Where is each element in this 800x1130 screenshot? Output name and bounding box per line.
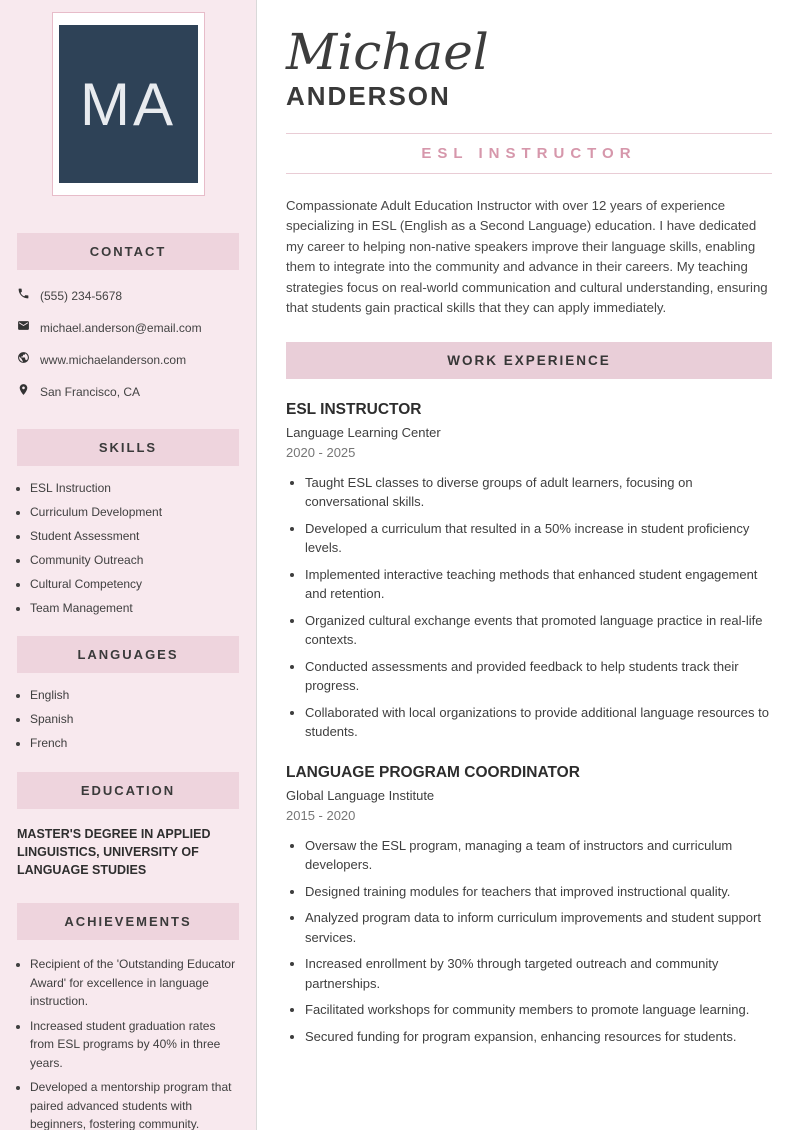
contact-website-row xyxy=(17,351,239,369)
job-bullet: • Oversaw the ESL program, managing a team of instructors and curriculum developers. xyxy=(305,836,772,875)
contact-location-row xyxy=(17,383,239,401)
contact-website-value: www.michaelanderson.com xyxy=(40,353,187,367)
skills-list xyxy=(17,481,240,615)
job-bullet: • Collaborated with local organizations to provide additional language resources to students. xyxy=(305,703,772,742)
achievement-item: • Increased student graduation rates from ESL programs by 40% in three years. xyxy=(30,1017,240,1073)
achievements-list xyxy=(17,955,240,1130)
job-bullet: • Developed a curriculum that resulted in a 50% increase in student proficiency levels. xyxy=(305,519,772,558)
job-bullet: • Facilitated workshops for community members to promote language learning. xyxy=(305,1000,772,1020)
skill-item: • Team Management xyxy=(30,601,240,615)
language-item: • English xyxy=(30,688,240,702)
job-entry xyxy=(286,764,772,1047)
achievement-item: • Recipient of the 'Outstanding Educator Award' for excellence in language instruction. xyxy=(30,955,240,1011)
contact-list xyxy=(17,287,239,401)
skills-section-header: SKILLS xyxy=(17,429,239,466)
job-bullet: • Taught ESL classes to diverse groups of adult learners, focusing on conversational skills. xyxy=(305,473,772,512)
profile-summary: Compassionate Adult Education Instructor with over 12 years of experience specializing in ESL (English as a Second Language) education. I have dedicated my career to helping non-native speakers improve their language skills, enabling them to integrate into the community and advance in their careers. My teaching strategies focus on real-world communication and cultural understanding, ensuring that students gain practical skills that they can apply immediately. xyxy=(286,197,768,315)
job-bullet: • Designed training modules for teachers that improved instructional quality. xyxy=(305,882,772,902)
phone-icon xyxy=(17,287,30,305)
achievement-item: • Developed a mentorship program that paired advanced students with beginners, fostering community. xyxy=(30,1078,240,1130)
skill-item: • Curriculum Development xyxy=(30,505,240,519)
education-degree: MASTER'S DEGREE IN APPLIED LINGUISTICS, UNIVERSITY OF LANGUAGE STUDIES xyxy=(17,827,211,877)
achievements-section-header: ACHIEVEMENTS xyxy=(17,903,239,940)
job-entry xyxy=(286,401,772,742)
job-company: Language Learning Center xyxy=(286,424,441,440)
job-title: ESL INSTRUCTOR xyxy=(286,400,422,418)
job-bullet: • Organized cultural exchange events that promoted language practice in real-life contexts. xyxy=(305,611,772,650)
email-icon xyxy=(17,319,30,337)
contact-section-header: CONTACT xyxy=(17,233,239,270)
job-dates: 2020 - 2025 xyxy=(286,444,356,460)
job-bullet: • Increased enrollment by 30% through targeted outreach and community partnerships. xyxy=(305,954,772,993)
skill-item: • Student Assessment xyxy=(30,529,240,543)
last-name: ANDERSON xyxy=(286,80,451,111)
work-experience-header: WORK EXPERIENCE xyxy=(286,342,772,379)
contact-location-value: San Francisco, CA xyxy=(40,385,141,399)
contact-email-value: michael.anderson@email.com xyxy=(40,321,202,335)
avatar-initials: MA xyxy=(59,25,198,183)
job-bullet-list xyxy=(286,473,772,742)
skill-item: • Community Outreach xyxy=(30,553,240,567)
language-item: • Spanish xyxy=(30,712,240,726)
job-bullet: • Analyzed program data to inform curriculum improvements and student support services. xyxy=(305,908,772,947)
job-dates: 2015 - 2020 xyxy=(286,807,356,823)
language-item: • French xyxy=(30,736,240,750)
sidebar xyxy=(0,0,257,1130)
job-bullet: • Conducted assessments and provided feedback to help students track their progress. xyxy=(305,657,772,696)
location-icon xyxy=(17,383,30,401)
job-title: LANGUAGE PROGRAM COORDINATOR xyxy=(286,763,580,781)
languages-section-header: LANGUAGES xyxy=(17,636,239,673)
contact-email-row xyxy=(17,319,239,337)
job-company: Global Language Institute xyxy=(286,787,435,803)
languages-list xyxy=(17,688,240,750)
first-name: Michael xyxy=(286,23,489,81)
skill-item: • ESL Instruction xyxy=(30,481,240,495)
education-section-header: EDUCATION xyxy=(17,772,239,809)
contact-phone-value: (555) 234-5678 xyxy=(40,289,123,303)
job-bullet: • Secured funding for program expansion, enhancing resources for students. xyxy=(305,1027,772,1047)
photo-frame xyxy=(52,12,205,196)
job-bullet-list xyxy=(286,836,772,1047)
globe-icon xyxy=(17,351,30,369)
skill-item: • Cultural Competency xyxy=(30,577,240,591)
contact-phone-row xyxy=(17,287,239,305)
job-title-banner: ESL INSTRUCTOR xyxy=(286,133,772,174)
job-bullet: • Implemented interactive teaching methods that enhanced student engagement and retention. xyxy=(305,565,772,604)
main-content xyxy=(257,0,800,1130)
